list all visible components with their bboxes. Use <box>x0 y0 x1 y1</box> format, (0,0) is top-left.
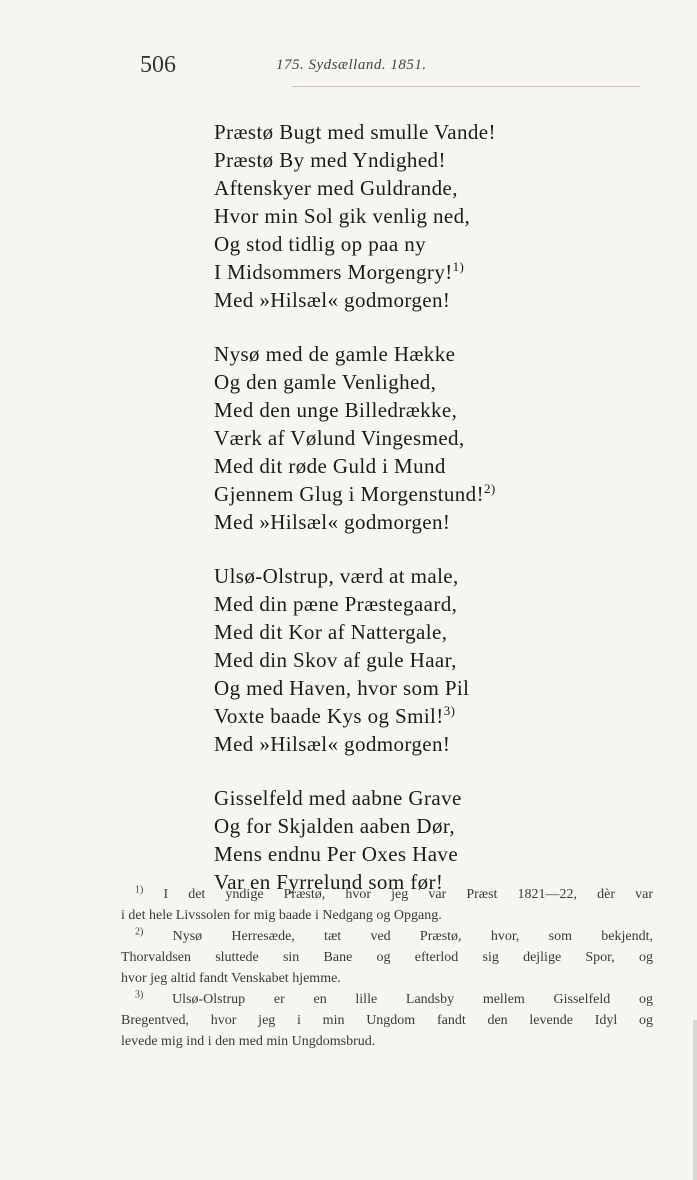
footnote-line <box>121 884 653 905</box>
poem-line-text: I Midsommers Morgengry! <box>214 260 453 284</box>
footnote-number: 3) <box>135 989 144 1001</box>
poem-line <box>214 480 496 508</box>
poem-line <box>214 784 496 812</box>
stanza <box>214 340 496 536</box>
footnote-text: Thorvaldsen sluttede sin Bane og efterlod sig dejlige Spor, og <box>121 950 653 965</box>
poem-line <box>214 674 496 702</box>
footnote-marker: 3) <box>443 703 456 718</box>
stanza <box>214 118 496 314</box>
poem-line <box>214 508 496 536</box>
footnote-line <box>121 926 653 947</box>
poem-line-text: Med den unge Billedrække, <box>214 398 458 422</box>
footnotes <box>121 884 653 1052</box>
footnote-marker: 2) <box>483 481 496 496</box>
poem-line <box>214 230 496 258</box>
footnote-line <box>121 989 653 1010</box>
poem-line-text: Gisselfeld med aabne Grave <box>214 786 462 810</box>
poem-line-text: Og den gamle Venlighed, <box>214 370 437 394</box>
footnote-text: Bregentved, hvor jeg i min Ungdom fandt den levende Idyl og <box>121 1013 653 1028</box>
poem-line-text: Med »Hilsæl« godmorgen! <box>214 732 451 756</box>
running-head: 175. Sydsælland. 1851. <box>276 57 427 73</box>
poem-line-text: Med »Hilsæl« godmorgen! <box>214 510 451 534</box>
footnote-text: hvor jeg altid fandt Venskabet hjemme. <box>121 971 341 986</box>
poem-line-text: Præstø Bugt med smulle Vande! <box>214 120 496 144</box>
poem-line <box>214 702 496 730</box>
poem-line-text: Med »Hilsæl« godmorgen! <box>214 288 451 312</box>
footnote-number: 2) <box>135 926 144 938</box>
poem-line <box>214 340 496 368</box>
footnote-line <box>121 1010 653 1031</box>
poem-line <box>214 202 496 230</box>
poem-line-text: Og for Skjalden aaben Dør, <box>214 814 456 838</box>
poem-line <box>214 286 496 314</box>
footnote-line <box>121 905 653 926</box>
header-rule <box>292 86 640 87</box>
footnote-text: I det yndige Præstø, hvor jeg var Præst 1821—22, dèr var <box>163 887 654 902</box>
poem-line-text: Mens endnu Per Oxes Have <box>214 842 459 866</box>
footnote-line <box>121 1031 653 1052</box>
poem-line-text: Med dit røde Guld i Mund <box>214 454 446 478</box>
poem-line-text: Nysø med de gamle Hække <box>214 342 456 366</box>
poem <box>214 118 496 922</box>
poem-line <box>214 118 496 146</box>
poem-line <box>214 396 496 424</box>
page-header <box>0 52 697 76</box>
page-edge <box>693 1020 697 1180</box>
poem-line <box>214 646 496 674</box>
poem-line-text: Gjennem Glug i Morgenstund! <box>214 482 484 506</box>
footnote-text: levede mig ind i den med min Ungdomsbrud. <box>121 1034 376 1049</box>
poem-line-text: Og stod tidlig op paa ny <box>214 232 427 256</box>
poem-line-text: Hvor min Sol gik venlig ned, <box>214 204 471 228</box>
poem-line <box>214 562 496 590</box>
poem-line-text: Med din Skov af gule Haar, <box>214 648 457 672</box>
poem-line-text: Præstø By med Yndighed! <box>214 148 446 172</box>
poem-line-text: Værk af Vølund Vingesmed, <box>214 426 465 450</box>
footnote-line <box>121 968 653 989</box>
poem-line-text: Ulsø-Olstrup, værd at male, <box>214 564 459 588</box>
footnote-line <box>121 947 653 968</box>
poem-line <box>214 840 496 868</box>
footnote-text: Nysø Herresæde, tæt ved Præstø, hvor, som bekjendt, <box>172 929 653 944</box>
poem-line <box>214 452 496 480</box>
stanza <box>214 562 496 758</box>
poem-line <box>214 424 496 452</box>
poem-line <box>214 618 496 646</box>
poem-line-text: Med dit Kor af Nattergale, <box>214 620 448 644</box>
stanza <box>214 784 496 896</box>
poem-line <box>214 146 496 174</box>
poem-line <box>214 368 496 396</box>
poem-line <box>214 812 496 840</box>
footnote-marker: 1) <box>452 259 465 274</box>
poem-line-text: Var en Fyrrelund som før! <box>214 870 444 894</box>
footnote-number: 1) <box>135 884 144 896</box>
poem-line-text: Aftenskyer med Guldrande, <box>214 176 458 200</box>
page-number: 506 <box>140 52 176 78</box>
poem-line-text: Voxte baade Kys og Smil! <box>214 704 444 728</box>
poem-line-text: Med din pæne Præstegaard, <box>214 592 458 616</box>
poem-line-text: Og med Haven, hvor som Pil <box>214 676 470 700</box>
poem-line <box>214 730 496 758</box>
poem-line <box>214 590 496 618</box>
poem-line <box>214 174 496 202</box>
footnote-text: Ulsø-Olstrup er en lille Landsby mellem Gisselfeld og <box>172 992 653 1007</box>
poem-line <box>214 258 496 286</box>
footnote-text: i det hele Livssolen for mig baade i Nedgang og Opgang. <box>121 908 442 923</box>
